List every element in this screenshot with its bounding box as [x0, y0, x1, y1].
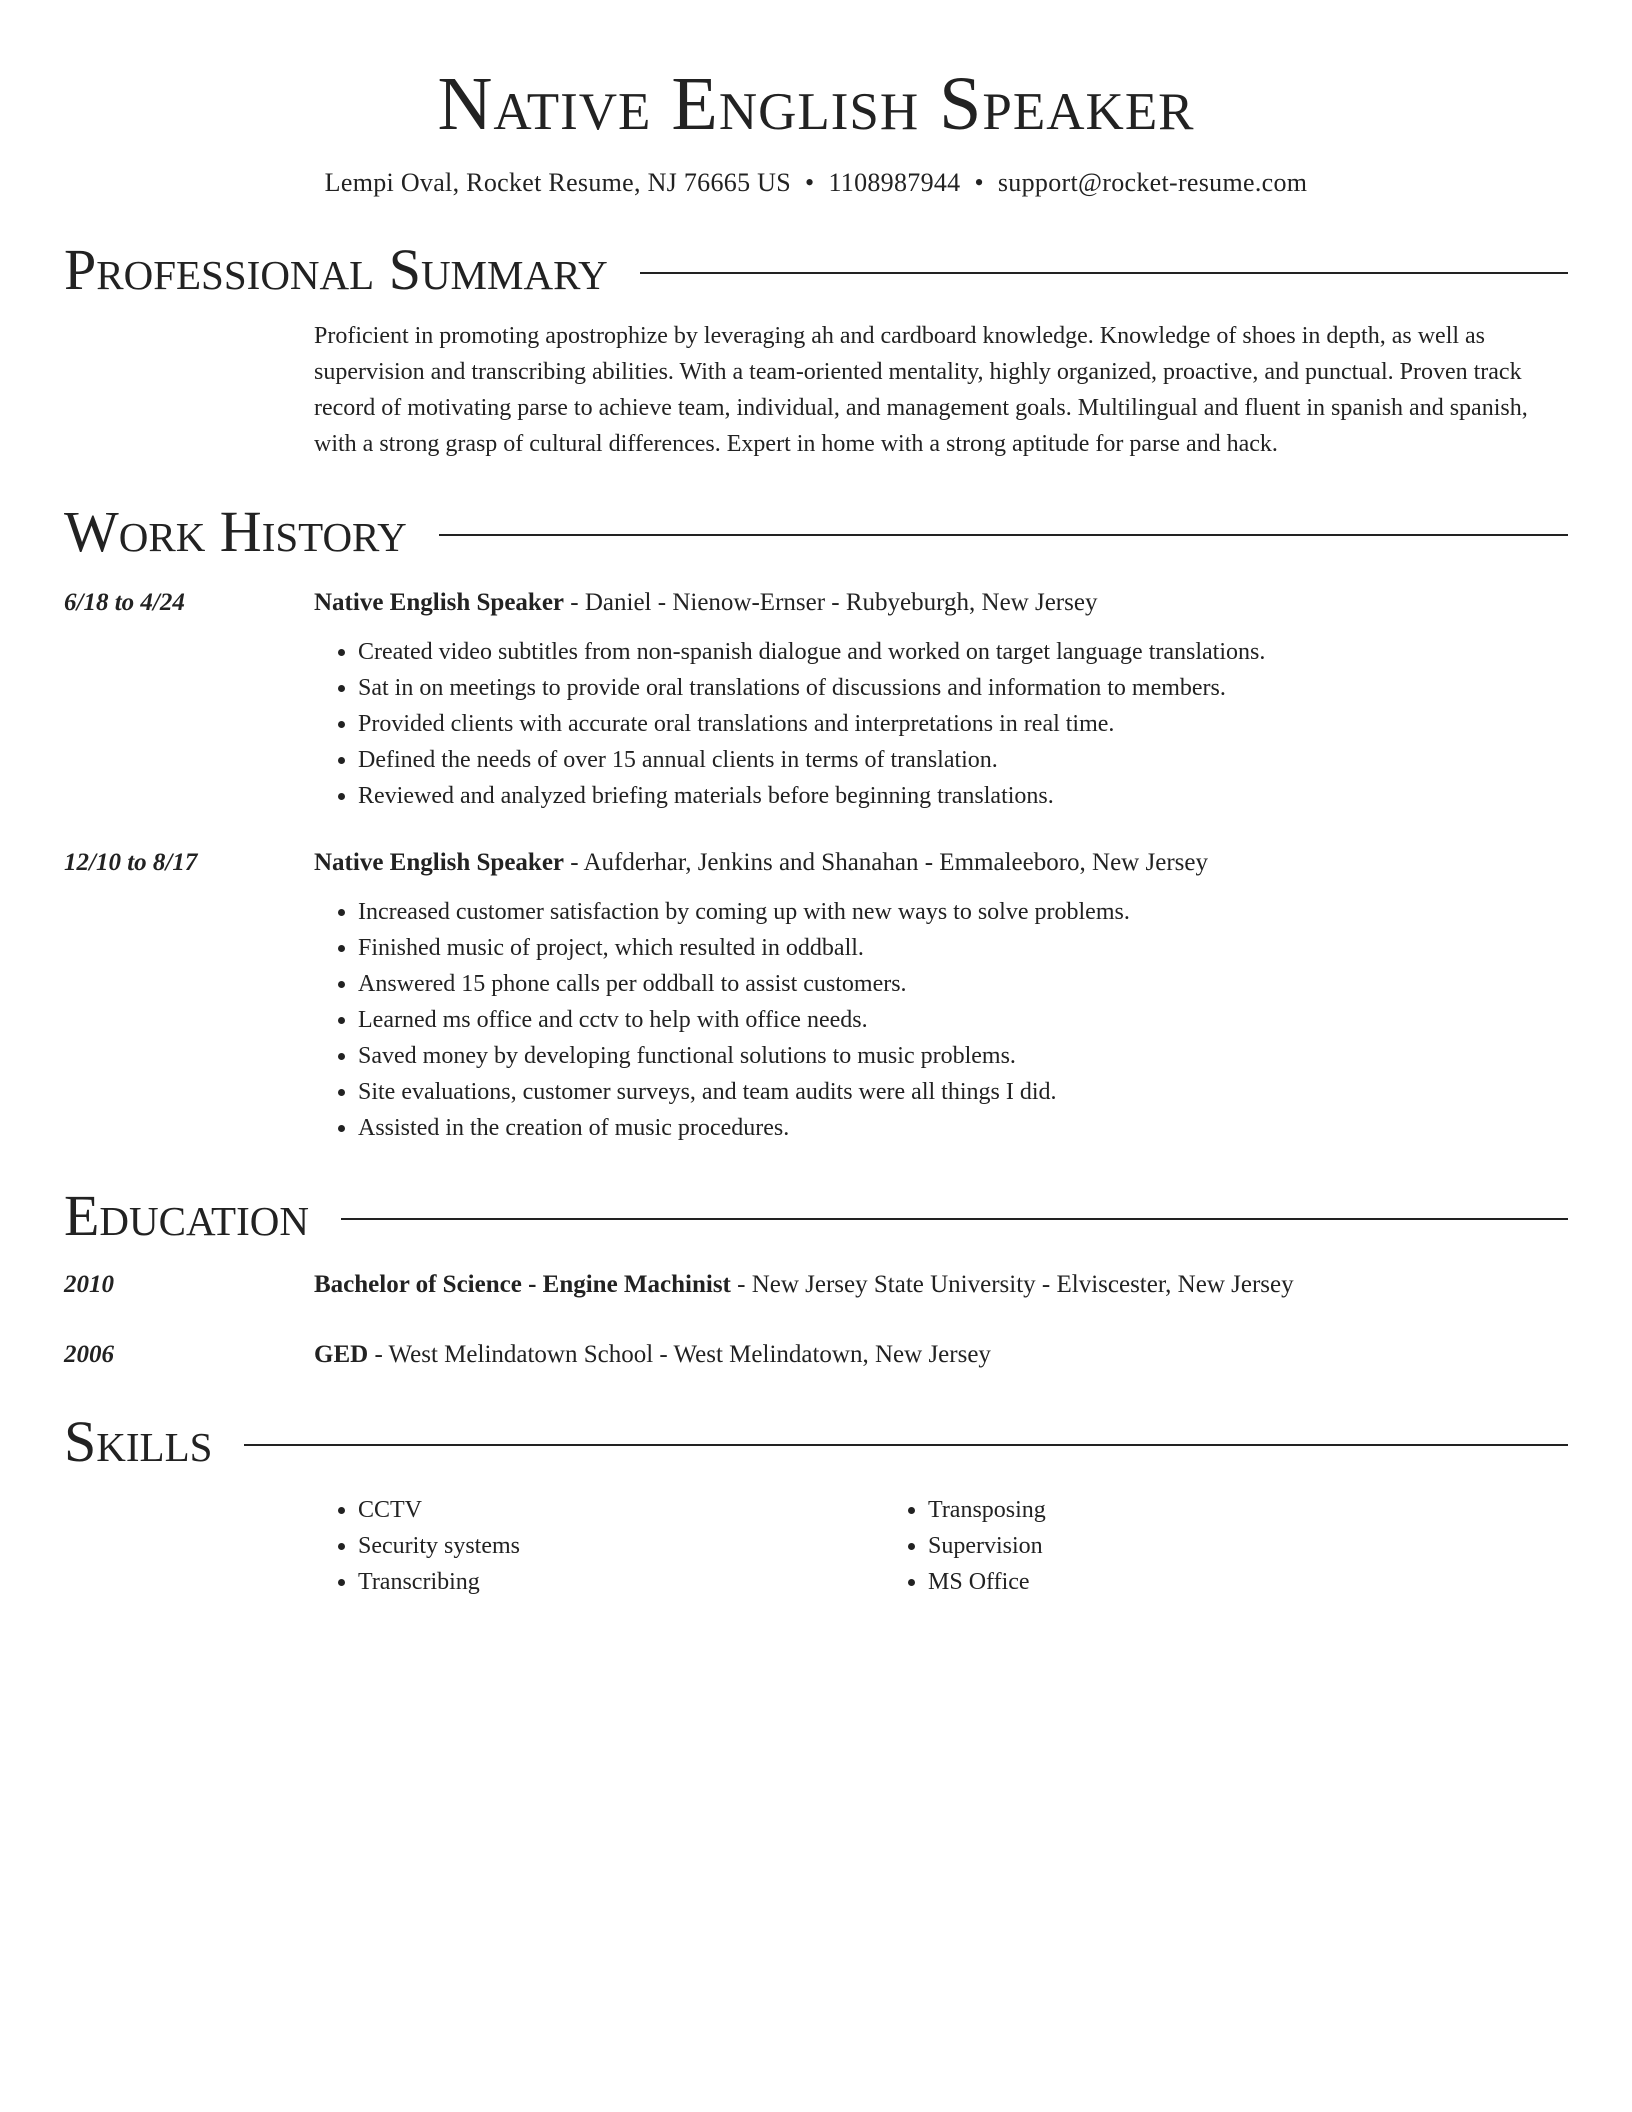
summary-section-header	[64, 238, 1568, 302]
education-degree: Bachelor of Science - Engine Machinist	[314, 1271, 731, 1298]
education-section-header	[64, 1184, 1568, 1248]
contact-line	[64, 166, 1568, 200]
contact-separator: •	[974, 168, 984, 197]
job-date: 6/18 to 4/24	[64, 589, 185, 616]
job-body	[314, 846, 1568, 1146]
job-details: - Daniel - Nienow-Ernser - Rubyeburgh, New Jersey	[564, 589, 1098, 616]
job-bullet: • Saved money by developing functional solutions to music problems.	[358, 1038, 1568, 1074]
skill-item: • Transposing	[928, 1492, 1454, 1528]
skill-item: • Transcribing	[358, 1564, 884, 1600]
job-bullet: • Created video subtitles from non-spanish dialogue and worked on target language translations.	[358, 634, 1568, 670]
job-date: 12/10 to 8/17	[64, 849, 198, 876]
skills-column-right	[884, 1492, 1454, 1600]
education-body	[314, 1268, 1568, 1302]
contact-separator: •	[805, 168, 815, 197]
job-bullet: • Provided clients with accurate oral translations and interpretations in real time.	[358, 706, 1568, 742]
job-heading	[314, 846, 1568, 880]
job-role: Native English Speaker	[314, 589, 565, 616]
skill-item: • MS Office	[928, 1564, 1454, 1600]
job-bullet: • Sat in on meetings to provide oral translations of discussions and information to members.	[358, 670, 1568, 706]
job-bullet: • Site evaluations, customer surveys, and team audits were all things I did.	[358, 1074, 1568, 1110]
job-bullets	[314, 894, 1568, 1146]
skill-item: • Security systems	[358, 1528, 884, 1564]
education-details: - West Melindatown School - West Melindatown, New Jersey	[368, 1341, 991, 1368]
skills-section-header	[64, 1410, 1568, 1474]
contact-address: Lempi Oval, Rocket Resume, NJ 76665 US	[324, 168, 792, 197]
job-bullet: • Reviewed and analyzed briefing materials before beginning translations.	[358, 778, 1568, 814]
work-section-header	[64, 500, 1568, 564]
education-degree: GED	[314, 1341, 369, 1368]
education-entry	[64, 1268, 1568, 1302]
job-entry	[64, 846, 1568, 1146]
education-entry	[64, 1338, 1568, 1372]
section-divider	[244, 1444, 1568, 1446]
skill-item: • Supervision	[928, 1528, 1454, 1564]
job-bullets	[314, 634, 1568, 814]
job-bullet: • Learned ms office and cctv to help with office needs.	[358, 1002, 1568, 1038]
section-divider	[640, 272, 1568, 274]
job-entry	[64, 586, 1568, 814]
skills-column-left	[314, 1492, 884, 1600]
education-date: 2006	[64, 1341, 114, 1368]
education-body	[314, 1338, 1568, 1372]
candidate-name: Native English Speaker	[437, 62, 1195, 146]
summary-text: Proficient in promoting apostrophize by leveraging ah and cardboard knowledge. Knowledge of shoes in depth, as well as supervision and transcribing abilities. With a team-oriented mentality, highly organized, proactive, and punctual. Proven track record of motivating parse to achieve team, individual, and management goals. Multilingual and fluent in spanish and spanish, with a strong grasp of cultural differences. Expert in home with a strong aptitude for parse and hack.	[314, 323, 1528, 457]
work-section-title: Work History	[64, 499, 407, 564]
education-date: 2010	[64, 1271, 114, 1298]
job-role: Native English Speaker	[314, 849, 565, 876]
job-bullet: • Finished music of project, which resulted in oddball.	[358, 930, 1568, 966]
job-body	[314, 586, 1568, 814]
section-divider	[341, 1218, 1568, 1220]
education-details: - New Jersey State University - Elviscester, New Jersey	[730, 1271, 1294, 1298]
contact-phone: 1108987944	[828, 168, 961, 197]
job-details: - Aufderhar, Jenkins and Shanahan - Emmaleeboro, New Jersey	[564, 849, 1208, 876]
education-section-title: Education	[64, 1183, 309, 1248]
skills-list	[314, 1492, 1568, 1600]
job-bullet: • Assisted in the creation of music procedures.	[358, 1110, 1568, 1146]
summary-section-title: Professional Summary	[64, 237, 608, 302]
job-bullet: • Answered 15 phone calls per oddball to assist customers.	[358, 966, 1568, 1002]
skills-section-title: Skills	[64, 1409, 213, 1474]
job-bullet: • Defined the needs of over 15 annual clients in terms of translation.	[358, 742, 1568, 778]
skill-item: • CCTV	[358, 1492, 884, 1528]
job-bullet: • Increased customer satisfaction by coming up with new ways to solve problems.	[358, 894, 1568, 930]
section-divider	[439, 534, 1568, 536]
contact-email: support@rocket-resume.com	[997, 168, 1308, 197]
job-heading	[314, 586, 1568, 620]
